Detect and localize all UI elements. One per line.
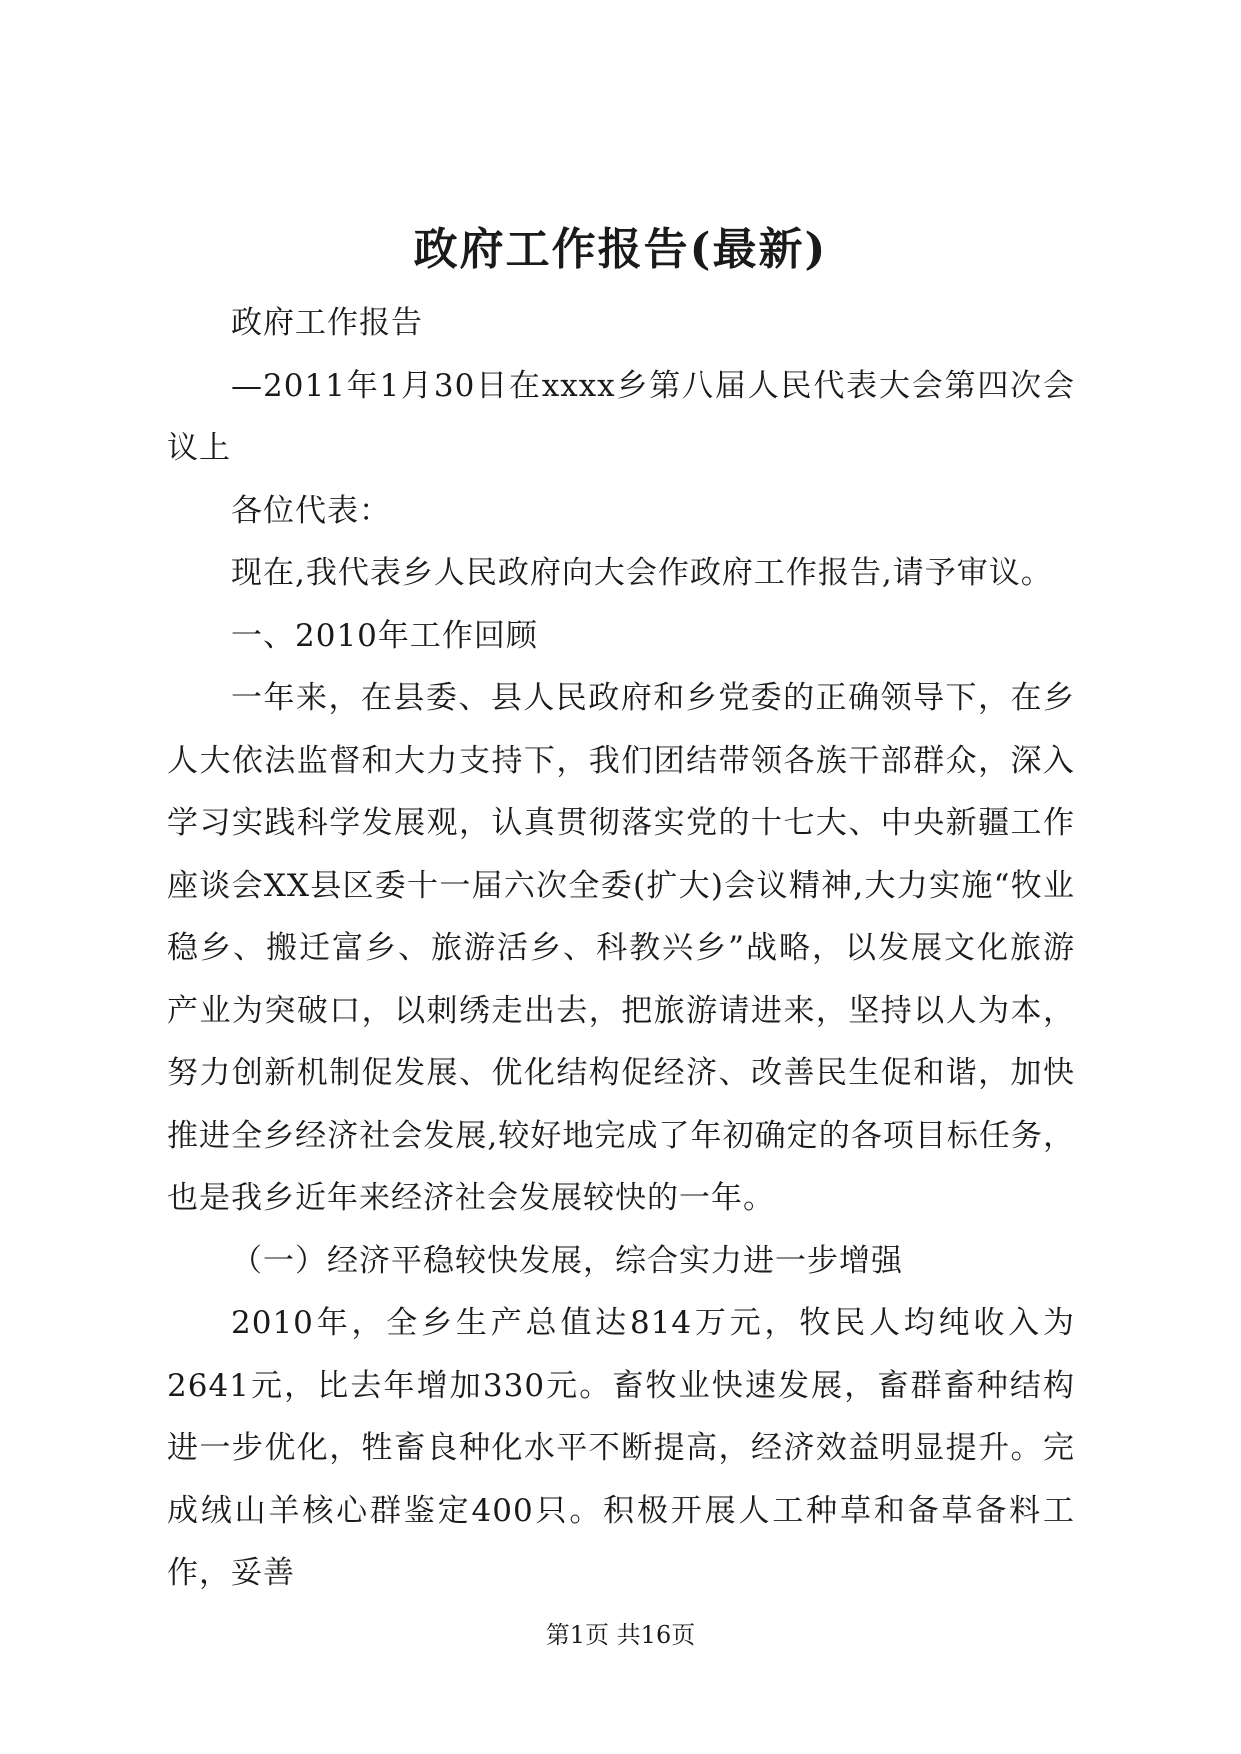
document-body — [167, 292, 1075, 1605]
section-heading: 一、2010年工作回顾 — [231, 617, 538, 654]
paragraph-intro: 现在,我代表乡人民政府向大会作政府工作报告,请予审议。 — [231, 555, 1053, 591]
subsection-heading: （一）经济平稳较快发展，综合实力进一步增强 — [231, 1242, 903, 1279]
paragraph-economy: 2010年，全乡生产总值达814万元，牧民人均纯收入为2641元，比去年增加330元。畜牧业快速发展，畜群畜种结构进一步优化，牲畜良种化水平不断提高，经济效益明显提升。完成绒山羊核心群鉴定400只。积极开展人工种草和备草备料工作，妥善 — [167, 1305, 1075, 1591]
paragraph-meeting-info: —2011年1月30日在xxxx乡第八届人民代表大会第四次会议上 — [167, 367, 1075, 466]
paragraph-review: 一年来，在县委、县人民政府和乡党委的正确领导下，在乡人大依法监督和大力支持下，我们团结带领各族干部群众，深入学习实践科学发展观，认真贯彻落实党的十七大、中央新疆工作座谈会XX县区委十一届六次全委(扩大)会议精神,大力实施“牧业稳乡、搬迁富乡、旅游活乡、科教兴乡”战略，以发展文化旅游产业为突破口，以刺绣走出去，把旅游请进来，坚持以人为本，努力创新机制促发展、优化结构促经济、改善民生促和谐，加快推进全乡经济社会发展,较好地完成了年初确定的各项目标任务，也是我乡近年来经济社会发展较快的一年。 — [167, 680, 1075, 1216]
document-title: 政府工作报告(最新) — [413, 224, 828, 275]
paragraph-subtitle: 政府工作报告 — [231, 305, 423, 341]
paragraph-salutation: 各位代表： — [231, 492, 391, 529]
page-footer: 第1页 共16页 — [545, 1621, 696, 1649]
